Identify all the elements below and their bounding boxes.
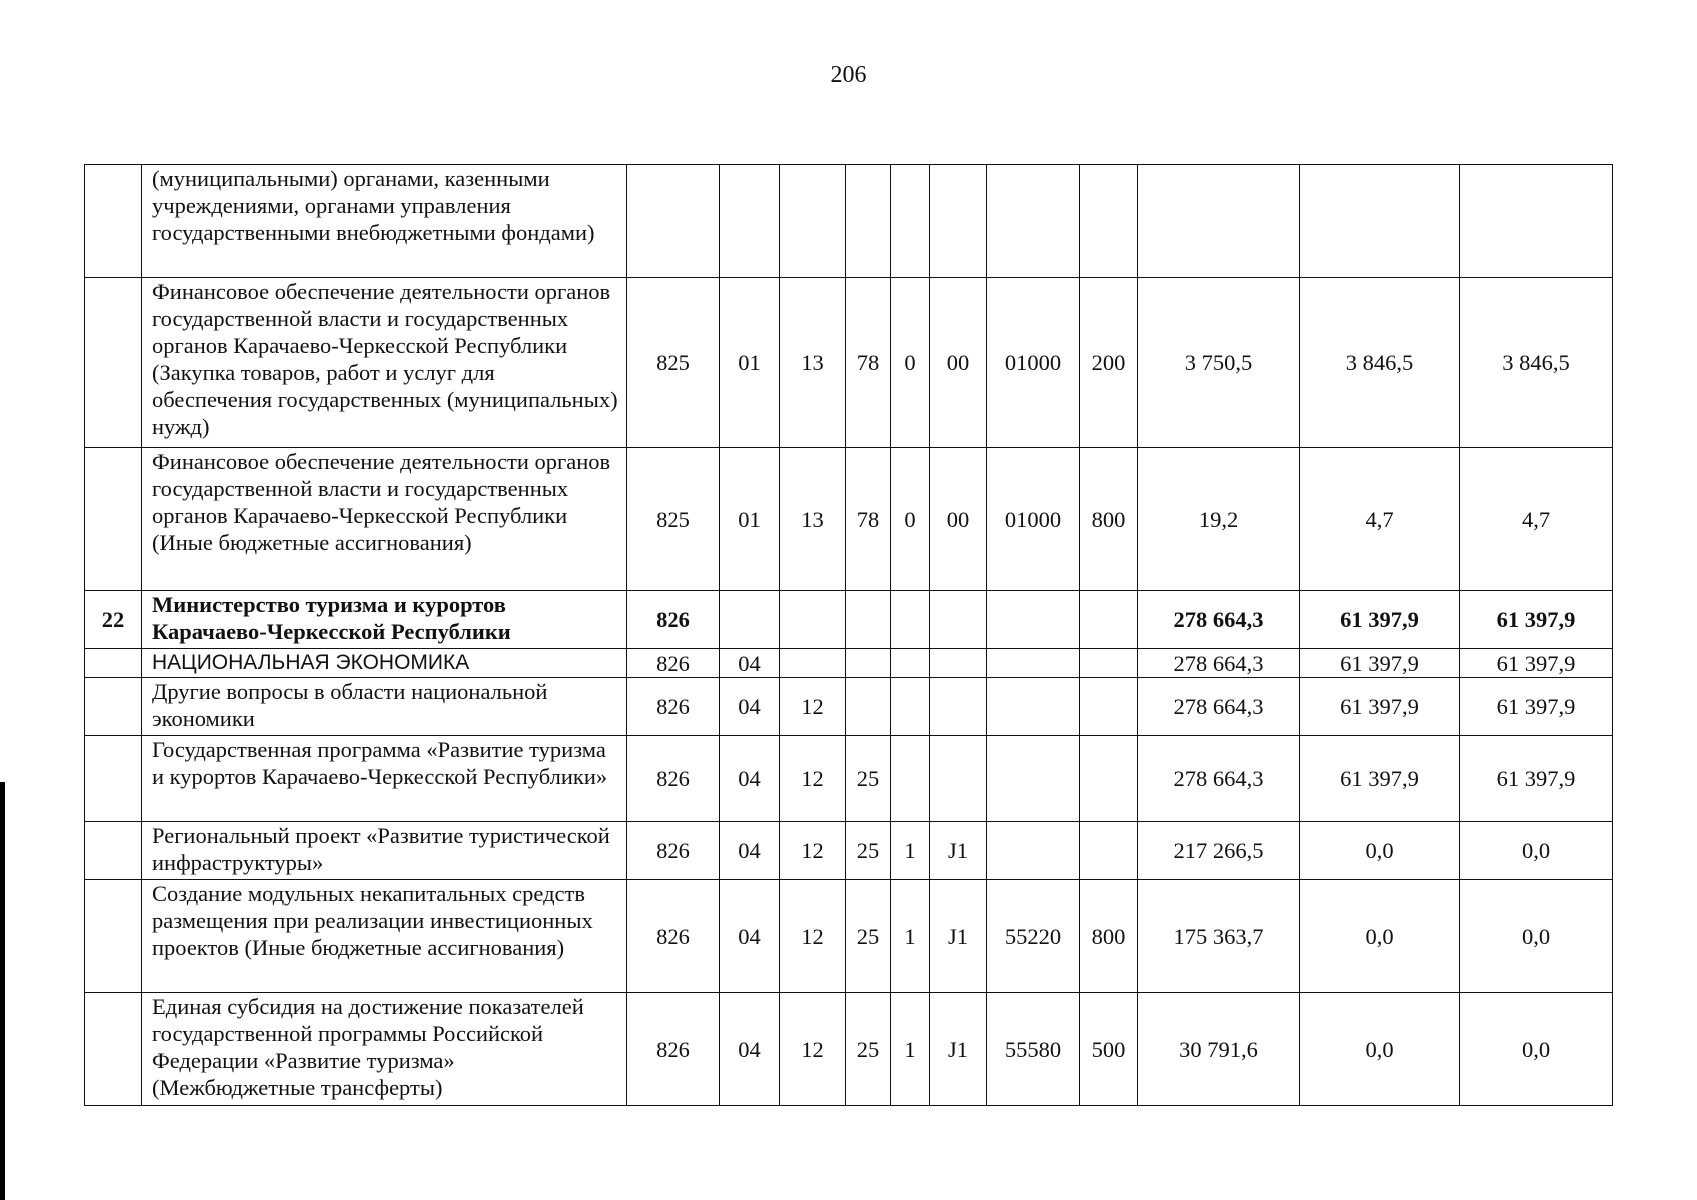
program-code-cell: 25 [846, 736, 891, 822]
amount-year3-cell: 0,0 [1460, 993, 1613, 1106]
amount-year1-cell: 30 791,6 [1138, 993, 1300, 1106]
table-row [85, 822, 1613, 880]
ministry-code-cell: 825 [627, 278, 720, 448]
expense-type-code-cell [1080, 822, 1138, 880]
amount-year2-cell: 61 397,9 [1300, 736, 1460, 822]
amount-year1-cell: 278 664,3 [1138, 591, 1300, 649]
amount-year2-cell: 0,0 [1300, 822, 1460, 880]
project-code-cell [930, 591, 987, 649]
subprogram-code-cell: 0 [891, 278, 930, 448]
subsection-code-cell [780, 591, 846, 649]
expense-type-code-cell [1080, 649, 1138, 678]
amount-year1-cell: 278 664,3 [1138, 736, 1300, 822]
row-number-cell [85, 822, 142, 880]
subprogram-code-cell [891, 678, 930, 736]
ministry-code-cell: 826 [627, 591, 720, 649]
subsection-code-cell: 13 [780, 448, 846, 591]
subsection-code-cell: 12 [780, 993, 846, 1106]
project-code-cell [930, 678, 987, 736]
subsection-code-cell [780, 649, 846, 678]
direction-code-cell: 01000 [987, 448, 1080, 591]
table-row [85, 678, 1613, 736]
direction-code-cell [987, 678, 1080, 736]
amount-year2-cell: 3 846,5 [1300, 278, 1460, 448]
amount-year3-cell: 61 397,9 [1460, 591, 1613, 649]
scan-edge-shadow [0, 782, 5, 1200]
direction-code-cell: 55580 [987, 993, 1080, 1106]
expense-type-code-cell: 200 [1080, 278, 1138, 448]
section-code-cell: 04 [720, 736, 780, 822]
program-code-cell [846, 591, 891, 649]
table-row [85, 880, 1613, 993]
row-name-cell: Государственная программа «Развитие туризма и курортов Карачаево-Черкесской Республики» [142, 736, 627, 822]
section-code-cell: 01 [720, 278, 780, 448]
table-row [85, 591, 1613, 649]
expense-type-code-cell: 500 [1080, 993, 1138, 1106]
amount-year3-cell: 61 397,9 [1460, 736, 1613, 822]
section-code-cell [720, 165, 780, 278]
project-code-cell: 00 [930, 278, 987, 448]
section-code-cell: 04 [720, 678, 780, 736]
amount-year3-cell: 61 397,9 [1460, 649, 1613, 678]
expense-type-code-cell [1080, 165, 1138, 278]
amount-year1-cell [1138, 165, 1300, 278]
table-row [85, 649, 1613, 678]
row-name-cell: Региональный проект «Развитие туристической инфраструктуры» [142, 822, 627, 880]
subprogram-code-cell [891, 591, 930, 649]
budget-table [84, 164, 1613, 1106]
row-number-cell [85, 993, 142, 1106]
subsection-code-cell: 12 [780, 880, 846, 993]
direction-code-cell [987, 165, 1080, 278]
budget-table-body [85, 165, 1613, 1106]
expense-type-code-cell: 800 [1080, 880, 1138, 993]
direction-code-cell: 01000 [987, 278, 1080, 448]
section-code-cell: 01 [720, 448, 780, 591]
amount-year1-cell: 278 664,3 [1138, 649, 1300, 678]
expense-type-code-cell [1080, 736, 1138, 822]
expense-type-code-cell: 800 [1080, 448, 1138, 591]
project-code-cell: J1 [930, 880, 987, 993]
subprogram-code-cell: 0 [891, 448, 930, 591]
amount-year2-cell [1300, 165, 1460, 278]
subsection-code-cell: 12 [780, 678, 846, 736]
amount-year2-cell: 0,0 [1300, 880, 1460, 993]
section-code-cell: 04 [720, 993, 780, 1106]
ministry-code-cell [627, 165, 720, 278]
row-number-cell: 22 [85, 591, 142, 649]
subprogram-code-cell [891, 649, 930, 678]
expense-type-code-cell [1080, 591, 1138, 649]
program-code-cell: 25 [846, 822, 891, 880]
section-code-cell: 04 [720, 649, 780, 678]
direction-code-cell [987, 591, 1080, 649]
page-number: 206 [830, 62, 867, 88]
row-name-cell: (муниципальными) органами, казенными учреждениями, органами управления государственными внебюджетными фондами) [142, 165, 627, 278]
ministry-code-cell: 825 [627, 448, 720, 591]
subsection-code-cell: 12 [780, 822, 846, 880]
amount-year2-cell: 4,7 [1300, 448, 1460, 591]
program-code-cell: 78 [846, 278, 891, 448]
row-number-cell [85, 736, 142, 822]
row-number-cell [85, 165, 142, 278]
project-code-cell [930, 736, 987, 822]
row-name-cell: Создание модульных некапитальных средств размещения при реализации инвестиционных проектов (Иные бюджетные ассигнования) [142, 880, 627, 993]
amount-year1-cell: 217 266,5 [1138, 822, 1300, 880]
direction-code-cell [987, 649, 1080, 678]
table-row [85, 278, 1613, 448]
project-code-cell: J1 [930, 993, 987, 1106]
amount-year1-cell: 175 363,7 [1138, 880, 1300, 993]
subprogram-code-cell [891, 736, 930, 822]
row-number-cell [85, 649, 142, 678]
row-number-cell [85, 278, 142, 448]
program-code-cell [846, 678, 891, 736]
subprogram-code-cell [891, 165, 930, 278]
section-code-cell [720, 591, 780, 649]
program-code-cell [846, 649, 891, 678]
amount-year3-cell: 0,0 [1460, 880, 1613, 993]
project-code-cell: 00 [930, 448, 987, 591]
amount-year1-cell: 19,2 [1138, 448, 1300, 591]
amount-year3-cell [1460, 165, 1613, 278]
ministry-code-cell: 826 [627, 993, 720, 1106]
subprogram-code-cell: 1 [891, 993, 930, 1106]
amount-year2-cell: 61 397,9 [1300, 678, 1460, 736]
project-code-cell [930, 649, 987, 678]
ministry-code-cell: 826 [627, 678, 720, 736]
subsection-code-cell: 13 [780, 278, 846, 448]
project-code-cell [930, 165, 987, 278]
ministry-code-cell: 826 [627, 822, 720, 880]
ministry-code-cell: 826 [627, 880, 720, 993]
ministry-code-cell: 826 [627, 736, 720, 822]
project-code-cell: J1 [930, 822, 987, 880]
amount-year3-cell: 61 397,9 [1460, 678, 1613, 736]
subsection-code-cell: 12 [780, 736, 846, 822]
ministry-code-cell: 826 [627, 649, 720, 678]
subprogram-code-cell: 1 [891, 880, 930, 993]
program-code-cell: 78 [846, 448, 891, 591]
subsection-code-cell [780, 165, 846, 278]
table-row [85, 165, 1613, 278]
program-code-cell: 25 [846, 993, 891, 1106]
row-number-cell [85, 678, 142, 736]
amount-year3-cell: 3 846,5 [1460, 278, 1613, 448]
direction-code-cell [987, 822, 1080, 880]
amount-year2-cell: 0,0 [1300, 993, 1460, 1106]
amount-year3-cell: 0,0 [1460, 822, 1613, 880]
direction-code-cell [987, 736, 1080, 822]
amount-year1-cell: 3 750,5 [1138, 278, 1300, 448]
row-number-cell [85, 880, 142, 993]
section-code-cell: 04 [720, 880, 780, 993]
amount-year3-cell: 4,7 [1460, 448, 1613, 591]
row-name-cell: НАЦИОНАЛЬНАЯ ЭКОНОМИКА [142, 649, 627, 678]
amount-year2-cell: 61 397,9 [1300, 649, 1460, 678]
program-code-cell [846, 165, 891, 278]
row-name-cell: Финансовое обеспечение деятельности органов государственной власти и государственных органов Карачаево-Черкесской Республики (Закупка товаров, работ и услуг для обеспечения государственных (муниципальных) нужд) [142, 278, 627, 448]
amount-year1-cell: 278 664,3 [1138, 678, 1300, 736]
expense-type-code-cell [1080, 678, 1138, 736]
row-name-cell: Министерство туризма и курортов Карачаево-Черкесской Республики [142, 591, 627, 649]
section-code-cell: 04 [720, 822, 780, 880]
row-name-cell: Единая субсидия на достижение показателей государственной программы Российской Федерации «Развитие туризма» (Межбюджетные трансферты) [142, 993, 627, 1106]
subprogram-code-cell: 1 [891, 822, 930, 880]
table-row [85, 993, 1613, 1106]
table-row [85, 736, 1613, 822]
direction-code-cell: 55220 [987, 880, 1080, 993]
amount-year2-cell: 61 397,9 [1300, 591, 1460, 649]
row-name-cell: Другие вопросы в области национальной экономики [142, 678, 627, 736]
program-code-cell: 25 [846, 880, 891, 993]
row-name-cell: Финансовое обеспечение деятельности органов государственной власти и государственных органов Карачаево-Черкесской Республики (Иные бюджетные ассигнования) [142, 448, 627, 591]
row-number-cell [85, 448, 142, 591]
table-row [85, 448, 1613, 591]
